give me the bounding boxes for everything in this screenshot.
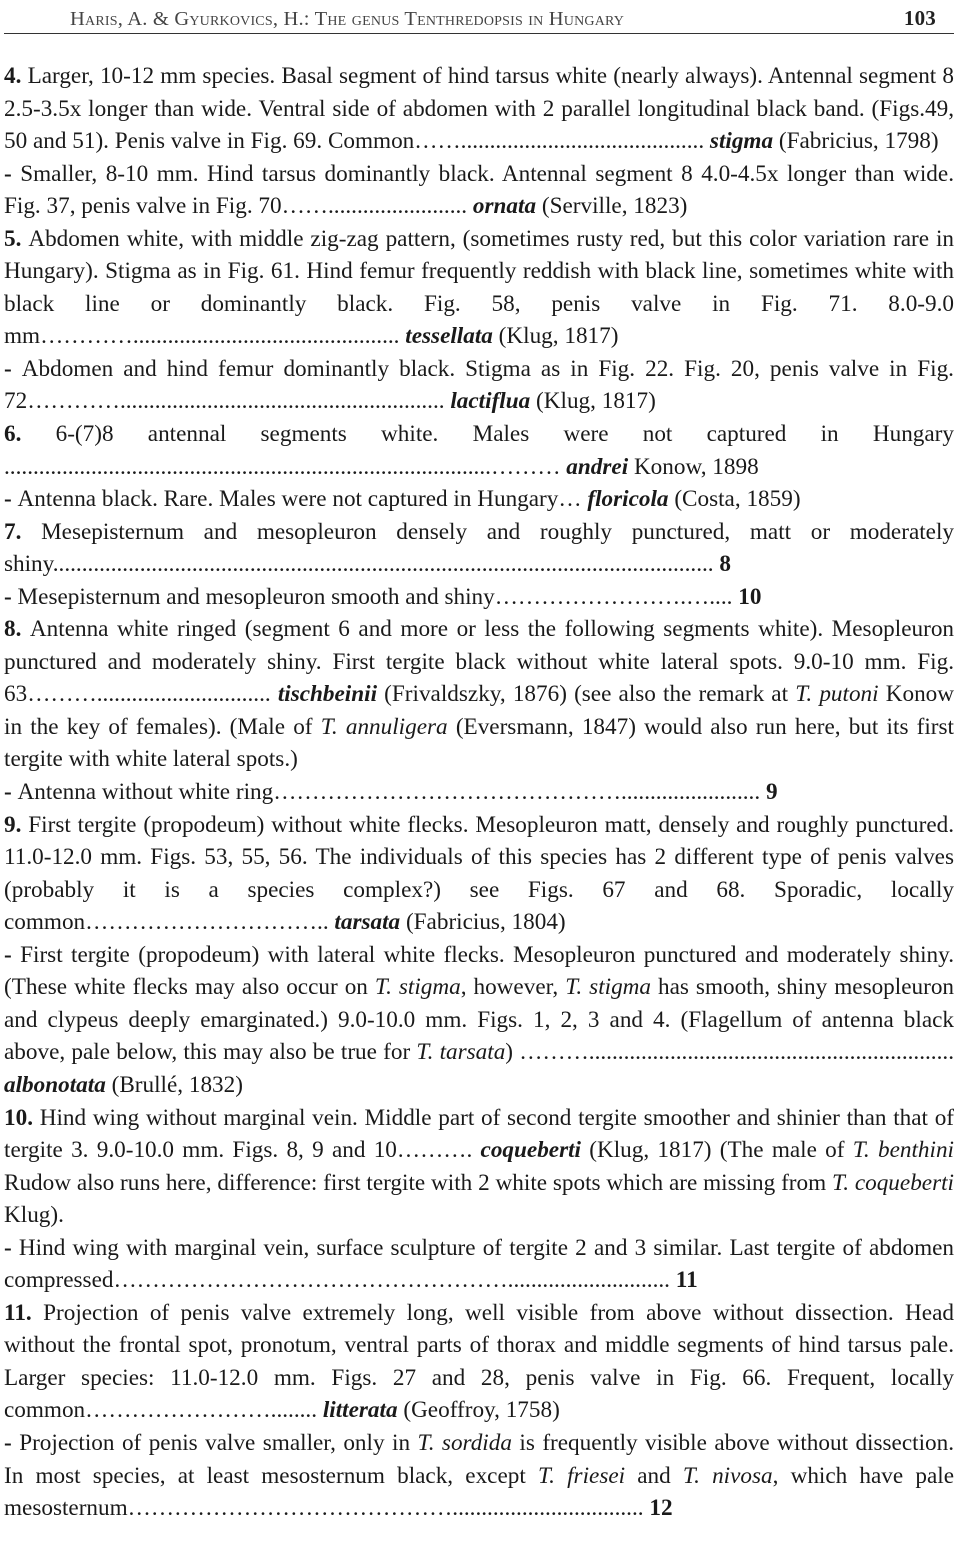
taxon-name: floricola bbox=[587, 486, 669, 513]
couplet-text: Abdomen white, with middle zig-zag pattern, (sometimes rusty red, but this color variation rare in Hungary). Stigma as in Fig. 61. Hind femur frequently reddish with black line, sometimes white with black line or dominantly black. Fig. 58, penis valve in Fig. 71. 8.0-9.0 mm………….............................................. bbox=[4, 225, 955, 350]
couplet-number: - bbox=[4, 486, 18, 513]
couplet-target: 10 bbox=[738, 583, 762, 610]
couplet-text-run: T. sordida bbox=[417, 1429, 512, 1456]
couplet-number: 4. bbox=[4, 63, 28, 89]
taxon-author: (Fabricius, 1804) bbox=[400, 909, 566, 936]
key-couplet bbox=[4, 776, 954, 809]
couplet-text: Projection of penis valve extremely long, well visible from above without dissection. Head without the frontal spot, pronotum, ventral parts of thorax and middle segments of hind tarsus pale. Larger species: 11.0-12.0 mm. Figs. 27 and 28, penis valve in Fig. 66. Frequent, locally common……………………........ bbox=[4, 1299, 954, 1424]
couplet-target: 9 bbox=[765, 779, 778, 806]
couplet-number: 11. bbox=[4, 1299, 44, 1326]
taxon-name: lactiflua bbox=[450, 388, 531, 415]
key-couplet bbox=[4, 939, 954, 1102]
taxon-author: (Geoffroy, 1758) bbox=[397, 1397, 560, 1424]
couplet-text: Hind wing with marginal vein, surface sculpture of tergite 2 and 3 similar. Last tergite of abdomen compressed……………………………………………............................ bbox=[4, 1234, 954, 1294]
taxon-name: tarsata bbox=[334, 909, 401, 936]
couplet-text-run: is frequently visible above without dissection. In most species, at least mesosternum black, except bbox=[4, 1429, 954, 1489]
taxon-name: andrei bbox=[566, 453, 629, 480]
taxon-author: (Klug, 1817) bbox=[530, 388, 656, 415]
couplet-text-run: T. friesei bbox=[537, 1462, 626, 1489]
taxon-author: (Serville, 1823) bbox=[536, 193, 688, 220]
couplet-text: Abdomen and hind femur dominantly black. Stigma as in Fig. 22. Fig. 20, penis valve in Fig. 72…………........................................................ bbox=[4, 355, 954, 415]
couplet-target: 12 bbox=[649, 1495, 673, 1522]
taxon-name: tischbeinii bbox=[277, 681, 378, 708]
identification-key bbox=[4, 34, 954, 1525]
couplet-number: 7. bbox=[4, 518, 42, 545]
key-couplet bbox=[4, 418, 954, 483]
couplet-text-run: T. annuligera bbox=[320, 713, 448, 740]
couplet-text: Projection of penis valve smaller, only in bbox=[19, 1429, 418, 1456]
taxon-name: tessellata bbox=[405, 323, 493, 350]
key-couplet bbox=[4, 60, 954, 158]
couplet-text-run: T. nivosa bbox=[682, 1462, 773, 1489]
couplet-text: First tergite (propodeum) without white flecks. Mesopleuron matt, densely and roughly punctured. 11.0-12.0 mm. Figs. 53, 55, 56. The individuals of this species has 2 different type of penis valves (probably it is a species complex?) see Figs. 67 and 68. Sporadic, locally common………………………….. bbox=[4, 811, 954, 936]
couplet-text: Hind wing without marginal vein. Middle part of second tergite smoother and shinier than that of tergite 3. 9.0-10.0 mm. Figs. 8, 9 and 10………. bbox=[4, 1104, 955, 1164]
couplet-text: Antenna black. Rare. Males were not captured in Hungary… bbox=[17, 486, 588, 513]
key-couplet bbox=[4, 516, 954, 581]
couplet-number: 10. bbox=[4, 1104, 40, 1131]
couplet-number: - bbox=[4, 779, 18, 806]
taxon-author: Konow, 1898 bbox=[628, 453, 759, 480]
couplet-text-run: Klug). bbox=[4, 1202, 64, 1229]
couplet-number: 6. bbox=[4, 421, 56, 448]
key-couplet bbox=[4, 353, 954, 418]
couplet-text-run: , which have pale mesosternum……………………………………................................. bbox=[4, 1462, 954, 1522]
couplet-text-run: T. tarsata bbox=[416, 1039, 506, 1066]
taxon-author: (Fabricius, 1798) bbox=[773, 128, 939, 155]
taxon-name: stigma bbox=[709, 128, 774, 155]
taxon-name: coqueberti bbox=[480, 1137, 581, 1164]
couplet-text-run: T. coqueberti bbox=[832, 1169, 954, 1196]
key-couplet bbox=[4, 483, 954, 516]
couplet-text-run: has smooth, shiny mesopleuron and clypeus deeply emarginated.) 9.0-10.0 mm. Figs. 1, 2, 3 and 4. (Flagellum of antenna black above, pale below, this may also be true for bbox=[4, 974, 955, 1066]
couplet-text: Antenna white ringed (segment 6 and more or less the following segments white). Mesopleuron punctured and moderately shiny. First tergite black without white lateral spots. 9.0-10 mm. Fig. 63……….............................. bbox=[4, 616, 955, 708]
couplet-text-run: T. bbox=[795, 681, 820, 708]
couplet-number: - bbox=[4, 1429, 20, 1456]
couplet-text-run: Konow in the key of females). (Male of bbox=[4, 681, 955, 740]
couplet-text: First tergite (propodeum) with lateral white flecks. Mesopleuron punctured and moderately shiny. (These white flecks may also occur on bbox=[4, 941, 954, 1001]
running-title: Haris, A. & Gyurkovics, H.: The genus Tenthredopsis in Hungary bbox=[70, 8, 625, 30]
couplet-number: - bbox=[4, 941, 21, 968]
couplet-text-run: (see also the remark at bbox=[566, 681, 796, 708]
key-couplet bbox=[4, 809, 954, 939]
couplet-number: - bbox=[4, 1234, 19, 1261]
couplet-text-run: Rudow also runs here, difference: first tergite with 2 white spots which are missing from bbox=[4, 1169, 833, 1196]
key-couplet bbox=[4, 158, 954, 223]
couplet-text-run: (The male of bbox=[711, 1137, 853, 1164]
couplet-number: - bbox=[4, 583, 18, 610]
taxon-author: (Costa, 1859) bbox=[668, 486, 801, 513]
couplet-text-run: (Eversmann, 1847) would also run here, but its first tergite with white lateral spots.) bbox=[4, 713, 954, 773]
couplet-target: 8 bbox=[719, 551, 731, 578]
couplet-text-run: ) ………............................................................... bbox=[505, 1039, 954, 1066]
page-number: 103 bbox=[903, 6, 936, 30]
couplet-text-run: T. stigma bbox=[374, 974, 461, 1001]
couplet-text-run: T. benthini bbox=[852, 1137, 954, 1164]
running-head bbox=[4, 0, 954, 34]
couplet-target: 11 bbox=[675, 1267, 698, 1294]
couplet-text: Mesepisternum and mesopleuron smooth and shiny…………………….….... bbox=[17, 583, 739, 610]
taxon-author: (Klug, 1817) bbox=[581, 1137, 712, 1164]
key-couplet bbox=[4, 581, 954, 614]
couplet-text-run: putoni bbox=[819, 681, 879, 708]
taxon-author: (Frivaldszky, 1876) bbox=[377, 681, 567, 708]
couplet-text: Larger, 10-12 mm species. Basal segment of hind tarsus white (nearly always). Antennal segment 8 2.5-3.5x longer than wide. Ventral side of abdomen with 2 parallel longitudinal black band. (Figs.49, 50 and 51). Penis valve in Fig. 69. Common…….......................................... bbox=[4, 63, 955, 155]
couplet-text-run: and bbox=[625, 1462, 683, 1489]
key-couplet bbox=[4, 1297, 954, 1427]
couplet-number: - bbox=[4, 355, 22, 382]
couplet-text: Antenna without white ring………………………………………........................ bbox=[17, 779, 766, 806]
couplet-text: Smaller, 8-10 mm. Hind tarsus dominantly black. Antennal segment 8 4.0-4.5x longer than wide. Fig. 37, penis valve in Fig. 70……........................ bbox=[4, 160, 954, 220]
couplet-number: 9. bbox=[4, 811, 29, 838]
taxon-author: (Brullé, 1832) bbox=[105, 1071, 243, 1098]
couplet-text-run: T. stigma bbox=[565, 974, 652, 1001]
taxon-name: albonotata bbox=[4, 1071, 106, 1098]
taxon-author: (Klug, 1817) bbox=[492, 323, 619, 350]
couplet-text-run: , however, bbox=[460, 974, 566, 1001]
taxon-name: litterata bbox=[322, 1397, 398, 1424]
couplet-text: Mesepisternum and mesopleuron densely and roughly punctured, matt or moderately shiny.................................................................................................................. bbox=[4, 518, 955, 578]
key-couplet bbox=[4, 223, 954, 353]
couplet-text: 6-(7)8 antennal segments white. Males were not captured in Hungary ....................................................................................……… bbox=[4, 421, 954, 480]
key-couplet bbox=[4, 613, 954, 776]
couplet-number: 5. bbox=[4, 225, 29, 252]
couplet-number: 8. bbox=[4, 616, 30, 643]
key-couplet bbox=[4, 1232, 954, 1297]
taxon-name: ornata bbox=[472, 193, 537, 220]
key-couplet bbox=[4, 1427, 954, 1525]
couplet-number: - bbox=[4, 160, 21, 187]
key-couplet bbox=[4, 1102, 954, 1232]
